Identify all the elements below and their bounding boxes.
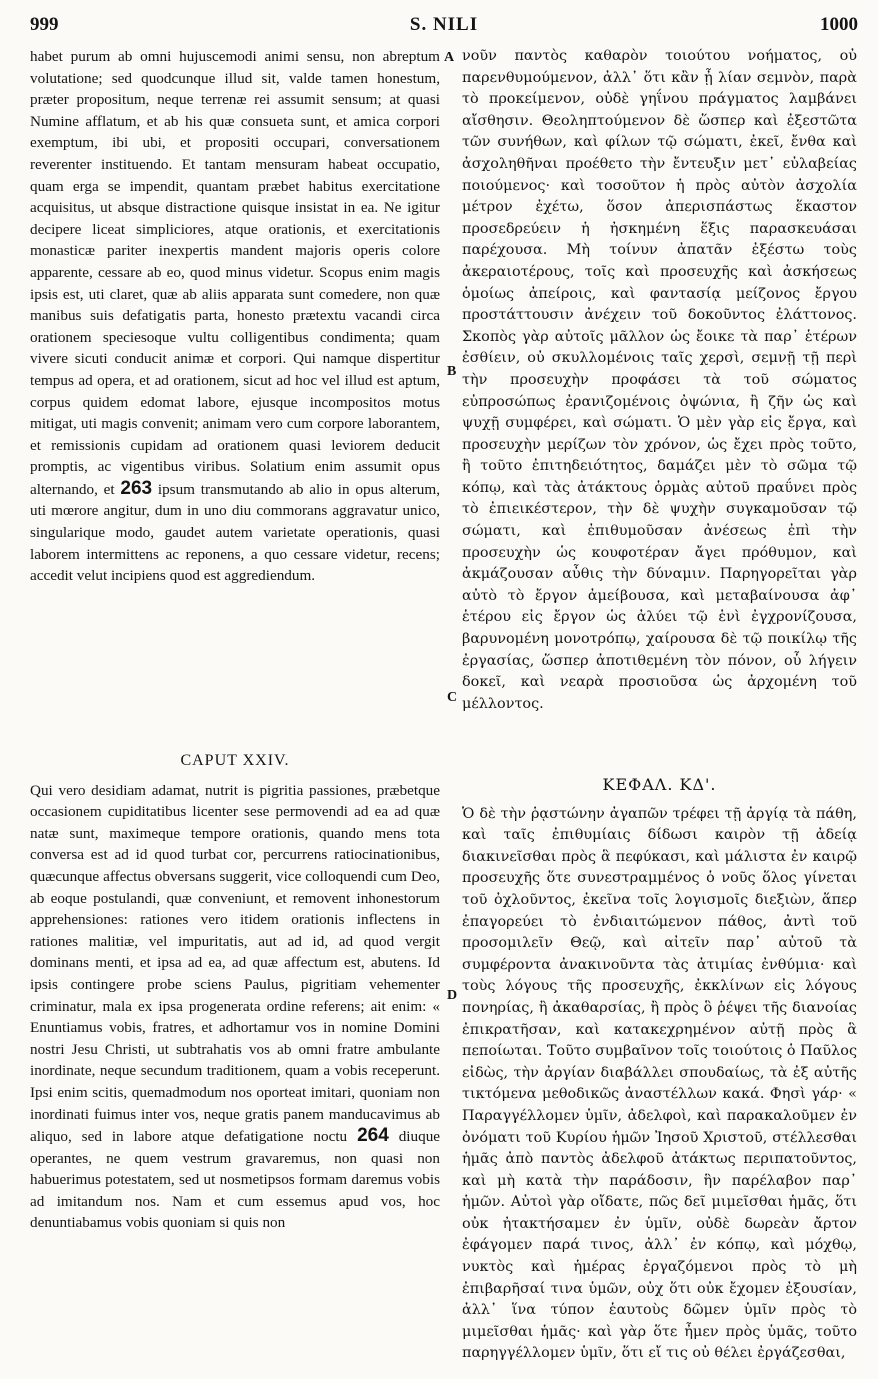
- column-number-marker: 263: [120, 477, 153, 499]
- greek-paragraph: Ὁ δὲ τὴν ῥᾳστώνην ἀγαπῶν τρέφει τῇ ἀργίᾳ τὰ πάθη, καὶ ταῖς ἐπιθυμίαις δίδωσι καιρὸν τῇ ἀδείᾳ διακινεῖσθαι πρὸς ἃ πεφύκασι, καὶ μάλιστα ἐν καιρῷ προσευχῆς ὅτε συνεστραμμένος ὁ νοῦς ὅλος γίνεται τοῦ ὀχλοῦντος, ἐκεῖνα τοῖς λογισμοῖς διεξιὼν, ἅπερ ἐπαγορεύει τὸ ἐνδιαιτώμενον πάθος, ἀντὶ τοῦ προσομιλεῖν Θεῷ, καὶ αἰτεῖν παρ᾽ αὐτοῦ τὰ συμφέροντα ἀνακινοῦντα τὰς ἀτιμίας ἐνθύμια· καὶ τοὺς λόγους τῆς προσευχῆς, ἐκκλίνων εἰς λόγους πονηρίας, ἢ ἀκαθαρσίας, ἢ πρὸς ὃ ῥέψει τῆς διανοίας ἐπικρατῆσαν, καὶ κατακεχρημένον αὐτῇ πρὸς ἃ πεποίωται. Τοῦτο συμβαῖνον τοῖς τοιούτοις ὁ Παῦλος εἰδὼς, τὴν ἀργίαν διαβάλλει σπουδαίως, τὰ ἐξ αὐτῆς τικτόμενα μεθοδικῶς ἀναστέλλων κακά. Φησὶ γάρ· « Παραγγέλλομεν ὑμῖν, ἀδελφοὶ, καὶ παρακαλοῦμεν ἐν ὀνόματι τοῦ Κυρίου ἡμῶν Ἰησοῦ Χριστοῦ, στέλλεσθαι ἡμᾶς ἀπὸ παντὸς ἀδελφοῦ ἀτάκτως περιπατοῦντος, καὶ μὴ κατὰ τὴν παράδοσιν, ἣν παρέλαβον παρ᾽ ἡμῶν. Αὐτοὶ γὰρ οἴδατε, πῶς δεῖ μιμεῖσθαι ἡμᾶς, ὅτι οὐκ ἠτακτήσαμεν ἐν ὑμῖν, οὐδὲ δωρεὰν ἄρτον ἐφάγομεν παρά τινος, ἀλλ᾽ ἐν κόπῳ, καὶ μόχθῳ, νυκτὸς καὶ ἡμέρας ἐργαζόμενοι πρὸς τὸ μὴ ἐπιβαρῆσαί τινα ὑμῶν, οὐχ ὅτι οὐκ ἔχομεν ἐξουσίαν, ἀλλ᾽ ἵνα τύπον ἑαυτοὺς δῶμεν ὑμῖν πρὸς τὸ μιμεῖσθαι ἡμᾶς· καὶ γὰρ ὅτε ἦμεν πρὸς ὑμᾶς, τοῦτο παρηγγέλλομεν ὑμῖν, ὅτι εἴ τις οὐ θέλει ἐργάζεσθαι,: [462, 805, 857, 1362]
- page-number-left: 999: [30, 14, 59, 35]
- latin-text: ipsum transmutando ab alio in opus alterum, uti mœrore angitur, dum in uno diu commorans aggravatur unico, singularique modo, gaudet autem varietate operationis, quasi laborem intermittens ac reponens, a quo cessare videtur, recens; accedit velut incipiens quod est aggrediendum.: [30, 480, 440, 585]
- greek-column: [462, 46, 857, 1365]
- margin-letter-d: D: [447, 988, 458, 1003]
- margin-letter-b: B: [447, 364, 457, 379]
- running-head: [30, 14, 858, 44]
- column-number-marker: 264: [357, 1125, 389, 1147]
- margin-letter-a: A: [444, 50, 455, 65]
- latin-paragraph: [30, 46, 440, 746]
- latin-text: diuque operantes, ne quem vestrum gravaremus, non quasi non habuerimus potestatem, sed ut nosmetipsos formam daremus vobis ad imitandum nos. Nam et cum essemus apud vos, hoc denuntiabamus vobis quoniam si quis non: [30, 1128, 440, 1232]
- latin-text: habet purum ab omni hujuscemodi animi sensu, non abreptum volutatione; sed quodcunque illud sit, valde tamen honestum, præter propositum, neque terrenæ rei assumit sensum; at quasi Numine afflatum, et ab his quæ consueta sunt, et amica corpori exemptum, ibi ubi, et propositi occupari, conversationem reverenter instituendo. Et tantam mensuram habeat occupatio, quam erga se impendit, quantam præbet habitus exercitatione acquisitus, ut absque distractione quisque insistat in ea. Ne igitur decipere liceat simpliciores, atque orationis, et exercitationis monasticæ pariter inexpertis mandent majoris operis colore apparente, cessare ab eo, quod minus videtur. Scopus enim magis ipsis est, uti claret, quæ ab aliis apparata sunt comedere, non quæ manibus suis defatigatis parta, honesto prætextu vacandi circa orationem speciesoque vultu colligentibus condimenta; quam vivere sicuti conducit animæ et corpori. Qui namque dispertitur tempus ad opera, et ad orationem, sicut ad hoc vel illud est aptum, corpus quidem edomat labore, ejusque incompositos motus mitigat, uti magis convenit; animam vero cum corpore laborantem, et remissionis cupidam ad orationem quasi leviorem deducit promptis, ac vigentibus viribus. Solatium enim assumit opus alternando, et: [30, 48, 440, 498]
- page-number-right: 1000: [820, 14, 858, 35]
- latin-column: [30, 46, 440, 1234]
- greek-paragraph: νοῦν παντὸς καθαρὸν τοιούτου νοήματος, οὐ παρενθυμούμενον, ἀλλ᾽ ὅτι κἂν ᾖ λίαν σεμνὸν, παρὰ τὸ προκείμενον, οὐδὲ γηΐνου πράγματος λαμβάνει αἴσθησιν. Θεοληπτούμενον δὲ ὥσπερ καὶ ἐξεστῶτα τῶν συνήθων, καὶ φίλων τῷ σώματι, ἐκεῖ, ἔνθα καὶ ἀσχοληθῆναι προέθετο τὴν ἔντευξιν μετ᾽ εὐλαβείας ποιούμενος· καὶ τοσοῦτον ἡ πρὸς αὐτὸν ἀσχολία μέτρον ἐχέτω, ὅσον ἀπερισπάστως ἕκαστον προσεδρεύειν ἡ ἠσκημένη ἕξις παρασκευάσαι παρέχουσα. Μὴ τοίνυν ἀπατᾶν ἐξέστω τοὺς ἀκεραιοτέρους, τοῖς καὶ προσευχῆς καὶ ἀσκήσεως ὁμοίως ἀπείροις, καὶ φαντασίᾳ μείζονος ἔργου προστάττουσιν ἀνέχειν τοῦ δοκοῦντος ἐλάττονος. Σκοπὸς γὰρ αὐτοῖς μᾶλλον ὡς ἔοικε τὰ παρ᾽ ἑτέρων ἐσθίειν, οὐ σκυλλομένοις ταῖς χερσὶ, σεμνῇ τῇ περὶ τὴν προσευχὴν προφάσει τὰ τοῦ σώματος εὐπροσώπως ἐρανιζομένοις ὀψώνια, ἢ ζῆν ὡς καὶ ψυχῇ συμφέρει, καὶ σώματι. Ὁ μὲν γὰρ εἰς ἔργα, καὶ προσευχὴν μερίζων τὸν χρόνον, ὡς ἔχει πρὸς τοῦτο, ἢ τοῦτο ἐπιτηδειότητος, δαμάζει μὲν τὸ σῶμα τῷ κόπῳ, καὶ τὰς ἀτάκτους ὁρμὰς αὐτοῦ πραΰνει πρὸς τὸ ἐπιεικέστερον, τὴν δὲ ψυχὴν συγκαμοῦσαν τῷ σώματι, καὶ ἐπιθυμοῦσαν ἀνέσεως ἐπὶ τὴν προσευχὴν ὡς κουφοτέραν ἄγει πρόθυμον, καὶ ἀκμάζουσαν αὖθις τὴν δύναμιν. Παρηγορεῖται γὰρ αὐτὸ τὸ ἔργον ἀμείβουσα, καὶ μεταβαίνουσα ἀφ᾽ ἑτέρου εἰς ἔργον ὡς ἀλύει τῷ ἑνὶ ἐγχρονίζουσα, βαρυνομένη μονοτρόπῳ, χαίρουσα δὲ τῷ ποικίλῳ τῆς ἐργασίας, ὥσπερ ἀποτιθεμένη τὸν πόνον, οὗ λήγειν δοκεῖ, καὶ νεαρὰ προσιοῦσα ὡς ἀρχομένη τοῦ μέλλοντος.: [462, 48, 857, 712]
- running-title: S. NILI: [409, 14, 479, 35]
- latin-paragraph: [30, 780, 440, 1234]
- margin-letter-c: C: [447, 690, 458, 705]
- latin-text: Qui vero desidiam adamat, nutrit is pigritia passiones, præbetque occasionem cupiditatibus licenter sese permovendi ad ea ad quæ natæ sunt, maximeque tempore orationis, quando mens tota conversa est ad id quod turbat cor, percurrens ratiocinationibus, quæcunque affectus obversans suggerit, vice colloquendi cum Deo, ab eoque postulandi, quæ conveniunt, et removent inhonestorum apprehensiones: rationes vero itidem orationis inflectens in rationes malitiæ, vel impuritatis, aut ad id, ad quod vergit dominans menti, et ipsa ad ea, ad quæ affectum est, abutens. Id ipsis contingere probe sciens Paulus, pigritiam vehementer criminatur, mala ex ipsa progenerata ordine referens; ait enim: « Enuntiamus vobis, fratres, et adhortamur vos in nomine Domini nostri Jesu Christi, ut subtrahatis vos ab omni fratre ambulante inordinate, neque secundum traditionem, quam a vobis receperunt. Ipsi enim scitis, quemadmodum nos oporteat imitari, quoniam non inordinati fuimus inter vos, neque gratis panem manducavimus ab aliquo, sed in labore atque defatigatione noctu: [30, 781, 440, 1146]
- latin-chapter-heading: CAPUT XXIV.: [180, 752, 290, 769]
- greek-chapter-heading: ΚΕΦΑΛ. ΚΔ'.: [602, 775, 717, 794]
